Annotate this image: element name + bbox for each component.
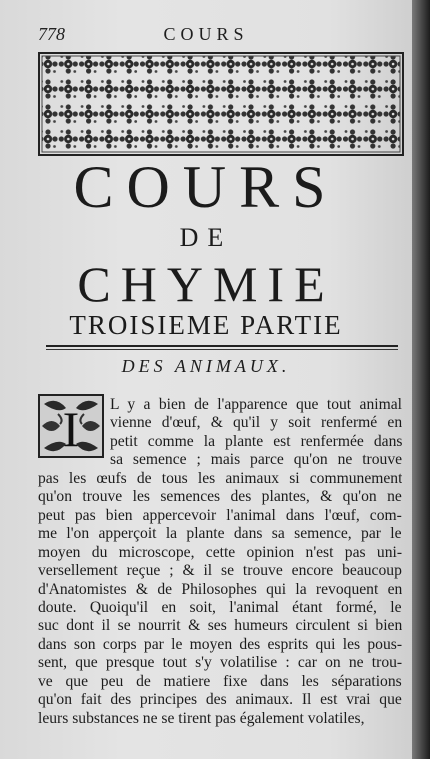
body-line: versellement reçue ; & il se trouve encore beaucoup (38, 562, 402, 580)
body-line: moyen du microscope, cette opinion n'est pas uni- (38, 543, 402, 561)
title-rule-thin (46, 349, 398, 350)
body-line: sa semence ; mais parce qu'on ne trouve (110, 451, 402, 469)
body-line: vienne d'œuf, & qu'il y soit renfermé en (110, 414, 402, 432)
body-line: dans son corps par le moyen des esprits qui les pous- (38, 635, 402, 653)
body-line: sent, que presque tout s'y volatilise : car on ne trou- (38, 654, 402, 672)
section-heading: DES ANIMAUX. (121, 356, 291, 376)
floral-headpiece-icon (38, 52, 404, 156)
body-line: leurs substances ne se tirent pas également volatiles, (38, 709, 365, 727)
body-line: qu'on fait des principes des animaux. Il est vrai que (38, 691, 402, 709)
running-title: COURS (163, 24, 249, 44)
title-cours: COURS (73, 154, 339, 220)
dropcap-letter: I (62, 401, 80, 457)
body-line: peut pas bien appercevoir l'animal dans l'œuf, com- (38, 506, 402, 524)
body-line: qu'on trouve les semences des plantes, & qu'on ne (38, 488, 402, 506)
body-line: L y a bien de l'apparence que tout animal (110, 396, 402, 413)
body-line: petit comme la plante est renfermée dans (110, 432, 402, 450)
title-chymie: CHYMIE (77, 256, 335, 312)
title-troisieme-partie: TROISIEME PARTIE (69, 310, 343, 340)
body-line: me l'on apperçoit la plante dans sa semence, par le (38, 525, 402, 543)
running-head (0, 24, 412, 48)
body-line: doute. Quoiqu'il en soit, l'animal étant formé, le (38, 598, 402, 616)
body-line: suc dont il se nourrit & ses humeurs circulent si bien (38, 617, 402, 635)
page-edge-shadow (412, 0, 430, 759)
body-line: pas les œufs de tous les animaux si communement (38, 469, 402, 487)
page-number: 778 (38, 24, 65, 44)
body-line: d'Anatomistes & de Philosophes qui la revoquent en (38, 580, 402, 598)
title-rule (46, 345, 398, 347)
title-de: DE (179, 223, 233, 252)
body-line: ve que peu de matiere fixe dans les séparations (38, 672, 402, 690)
foliage-dropcap-icon (38, 394, 104, 458)
